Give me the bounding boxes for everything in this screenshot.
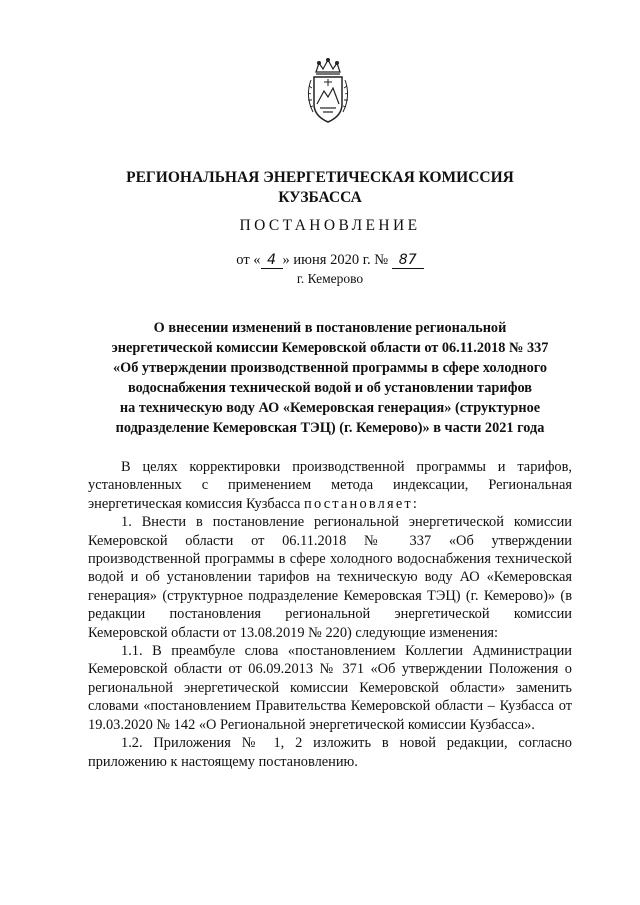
- subject-line: энергетической комиссии Кемеровской области от 06.11.2018 № 337: [111, 340, 549, 356]
- item-1-paragraph: 1. Внести в постановление региональной энергетической комиссии Кемеровской области от 06.11.2018 № 337 «Об утверждении производственной программы в сфере холодного водоснабжения технической водой и об установлении тарифов на техническую воду АО «Кемеровская генерация» (структурное подразделение Кемеровская ТЭЦ) (г. Кемерово)» (в редакции постановления региональной энергетической комиссии Кемеровской области от 13.08.2019 № 220) следующие изменения:: [88, 514, 572, 641]
- city-line: г. Кемерово: [296, 271, 364, 286]
- coat-of-arms-icon: [303, 58, 353, 126]
- document-date-line: [90, 252, 570, 269]
- document-subject: [88, 318, 572, 438]
- subject-line: «Об утверждении производственной программы в сфере холодного: [112, 360, 548, 376]
- document-body: [88, 458, 572, 771]
- date-day: 4: [261, 253, 283, 269]
- subject-line: О внесении изменений в постановление региональной: [153, 320, 507, 336]
- intro-resolves: постановляет:: [304, 495, 420, 512]
- item-1-1-paragraph: 1.1. В преамбуле слова «постановлением Коллегии Администрации Кемеровской области от 06.09.2013 № 371 «Об утверждении Положения о региональной энергетической комиссии Кемеровской области» заменить словами «постановлением Правительства Кемеровской области – Кузбасса от 19.03.2020 № 142 «О Региональной энергетической комиссии Кузбасса».: [88, 643, 572, 733]
- organization-title: [90, 168, 550, 208]
- document-type: ПОСТАНОВЛЕНИЕ: [239, 217, 421, 234]
- title-line-1: РЕГИОНАЛЬНАЯ ЭНЕРГЕТИЧЕСКАЯ КОМИССИЯ: [126, 169, 514, 186]
- subject-line: на техническую воду АО «Кемеровская генерация» (структурное: [119, 400, 541, 416]
- subject-line: водоснабжения технической водой и об установлении тарифов: [127, 380, 532, 396]
- intro-text: В целях корректировки производственной программы и тарифов, установленных с применением метода индексации, Региональная энергетическая комиссия Кузбасса: [88, 459, 572, 512]
- intro-paragraph: [88, 458, 572, 513]
- subject-line: подразделение Кемеровская ТЭЦ) (г. Кемерово)» в части 2021 года: [115, 420, 545, 436]
- item-1-2-paragraph: 1.2. Приложения № 1, 2 изложить в новой редакции, согласно приложению к настоящему постановлению.: [88, 735, 572, 770]
- date-middle: » июня 2020 г. №: [282, 252, 389, 268]
- date-prefix: от «: [236, 252, 261, 268]
- document-number: 87: [392, 253, 424, 269]
- title-line-2: КУЗБАССА: [278, 189, 362, 206]
